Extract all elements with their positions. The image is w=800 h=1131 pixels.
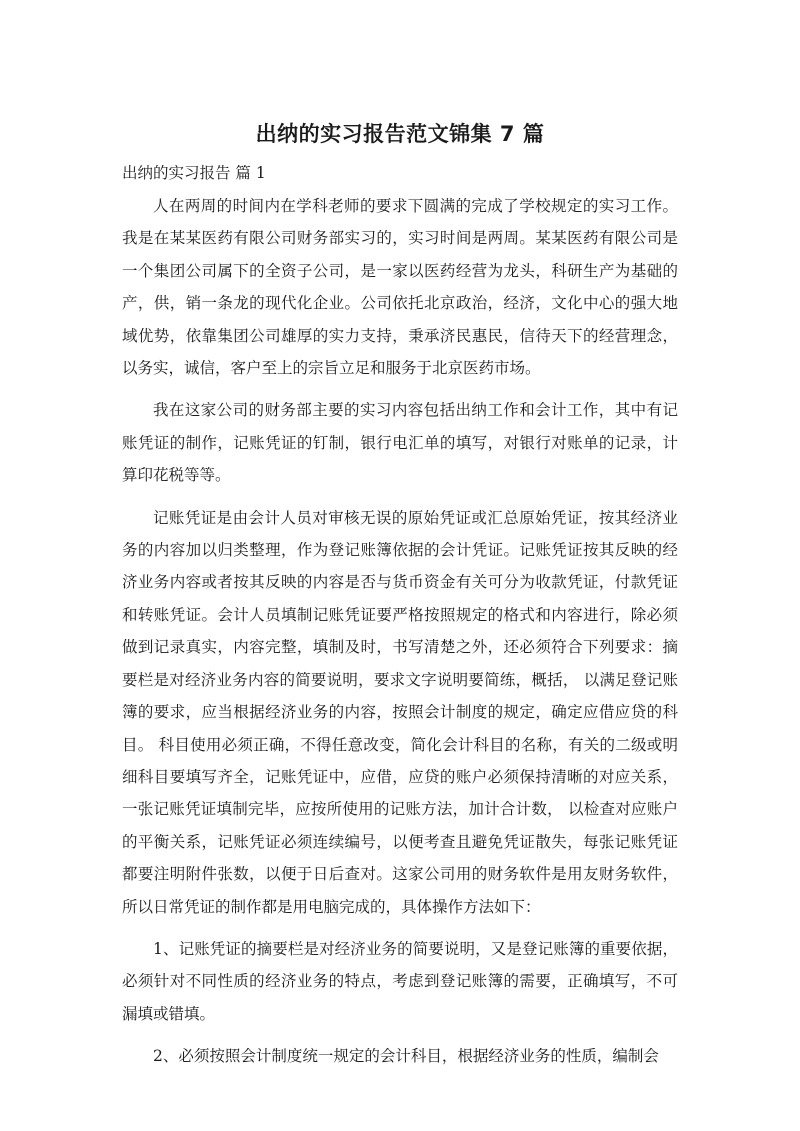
paragraph: 人在两周的时间内在学科老师的要求下圆满的完成了学校规定的实习工作。我是在某某医药有限公司财务部实习的，实习时间是两周。某某医药有限公司是一个集团公司属下的全资子公司，是一家以医药经营为龙头，科研生产为基础的产，供，销一条龙的现代化企业。公司依托北京政治，经济，文化中心的强大地域优势，依靠集团公司雄厚的实力支持，秉承济民惠民，信待天下的经营理念，以务实，诚信，客户至上的宗旨立足和服务于北京医药市场。 bbox=[122, 197, 678, 378]
paragraph: 1、记账凭证的摘要栏是对经济业务的简要说明，又是登记账簿的重要依据，必须针对不同性质的经济业务的特点，考虑到登记账簿的需要，正确填写，不可漏填或错填。 bbox=[122, 939, 678, 1023]
paragraph: 记账凭证是由会计人员对审核无误的原始凭证或汇总原始凭证，按其经济业务的内容加以归类整理，作为登记账簿依据的会计凭证。记账凭证按其反映的经济业务内容或者按其反映的内容是否与货币资金有关可分为收款凭证，付款凭证和转账凭证。会计人员填制记账凭证要严格按照规定的格式和内容进行，除必须做到记录真实，内容完整，填制及时，书写清楚之外，还必须符合下列要求：摘要栏是对经济业务内容的简要说明，要求文字说明要简练，概括， 以满足登记账簿的要求，应当根据经济业务的内容，按照会计制度的规定，确定应借应贷的科目。 科目使用必须正确，不得任意改变，简化会计科目的名称，有关的二级或明细科目要填写齐全，记账凭证中，应借，应贷的账户必须保持清晰的对应关系，一张记账凭证填制完毕，应按所使用的记账方法，加计合计数， 以检查对应账户的平衡关系，记账凭证必须连续编号，以便考查且避免凭证散失，每张记账凭证都要注明附件张数，以便于日后查对。这家公司用的财务软件是用友财务软件，所以日常凭证的制作都是用电脑完成的，具体操作方法如下： bbox=[122, 508, 678, 916]
section-heading: 出纳的实习报告 篇 1 bbox=[122, 164, 266, 182]
paragraph: 我在这家公司的财务部主要的实习内容包括出纳工作和会计工作，其中有记账凭证的制作，记账凭证的钉制，银行电汇单的填写，对银行对账单的记录，计算印花税等等。 bbox=[122, 401, 678, 485]
document-body bbox=[122, 190, 678, 1083]
paragraph: 2、必须按照会计制度统一规定的会计科目，根据经济业务的性质，编制会 bbox=[153, 1047, 659, 1066]
document-title: 出纳的实习报告范文锦集 7 篇 bbox=[255, 122, 545, 146]
